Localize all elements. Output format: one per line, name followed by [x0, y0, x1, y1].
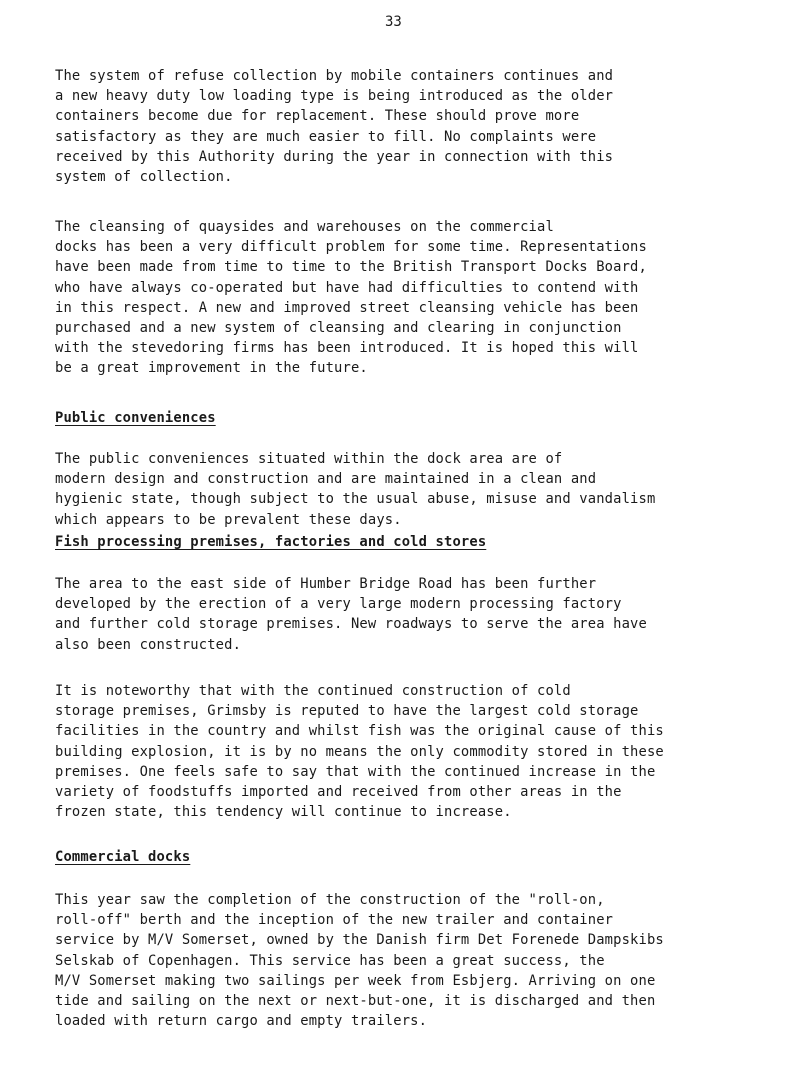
- public-conveniences-paragraph: The public conveniences situated within the dock area are of modern design and construction and are maintained in a clean and hygienic state, though subject to the usual abuse, misuse and vandalism which appears to be prevalent these days.: [55, 451, 656, 528]
- fish-processing-paragraph-2: It is noteworthy that with the continued construction of cold storage premises, Grimsby is reputed to have the largest cold storage facilities in the country and whilst fish was the original cause of this building explosion, it is by no means the only commodity stored in these premises. One feels safe to say that with the continued increase in the variety of foodstuffs imported and received from other areas in the frozen state, this tendency will continue to increase.: [55, 683, 664, 821]
- public-conveniences-heading: Public conveniences: [55, 410, 216, 426]
- fish-processing-heading: Fish processing premises, factories and cold stores: [55, 534, 487, 550]
- page-number: 33: [385, 14, 402, 30]
- commercial-docks-paragraph: This year saw the completion of the construction of the "roll-on, roll-off" berth and the inception of the new trailer and container service by M/V Somerset, owned by the Danish firm Det Forenede Dampskibs Selskab of Copenhagen. This service has been a great success, the M/V Somerset making two sailings per week from Esbjerg. Arriving on one tide and sailing on the next or next-but-one, it is discharged and then loaded with return cargo and empty trailers.: [55, 892, 664, 1030]
- quaysides-cleansing-paragraph: The cleansing of quaysides and warehouses on the commercial docks has been a very difficult problem for some time. Representations have been made from time to time to the British Transport Docks Board, who have always co-operated but have had difficulties to contend with in this respect. A new and improved street cleansing vehicle has been purchased and a new system of cleansing and clearing in conjunction with the stevedoring firms has been introduced. It is hoped this will be a great improvement in the future.: [55, 219, 647, 377]
- commercial-docks-heading: Commercial docks: [55, 849, 191, 865]
- fish-processing-paragraph-1: The area to the east side of Humber Bridge Road has been further developed by the erection of a very large modern processing factory and further cold storage premises. New roadways to serve the area have also been constructed.: [55, 576, 647, 653]
- refuse-collection-paragraph: The system of refuse collection by mobile containers continues and a new heavy duty low loading type is being introduced as the older containers become due for replacement. These should prove more satisfactory as they are much easier to fill. No complaints were received by this Authority during the year in connection with this system of collection.: [55, 68, 614, 186]
